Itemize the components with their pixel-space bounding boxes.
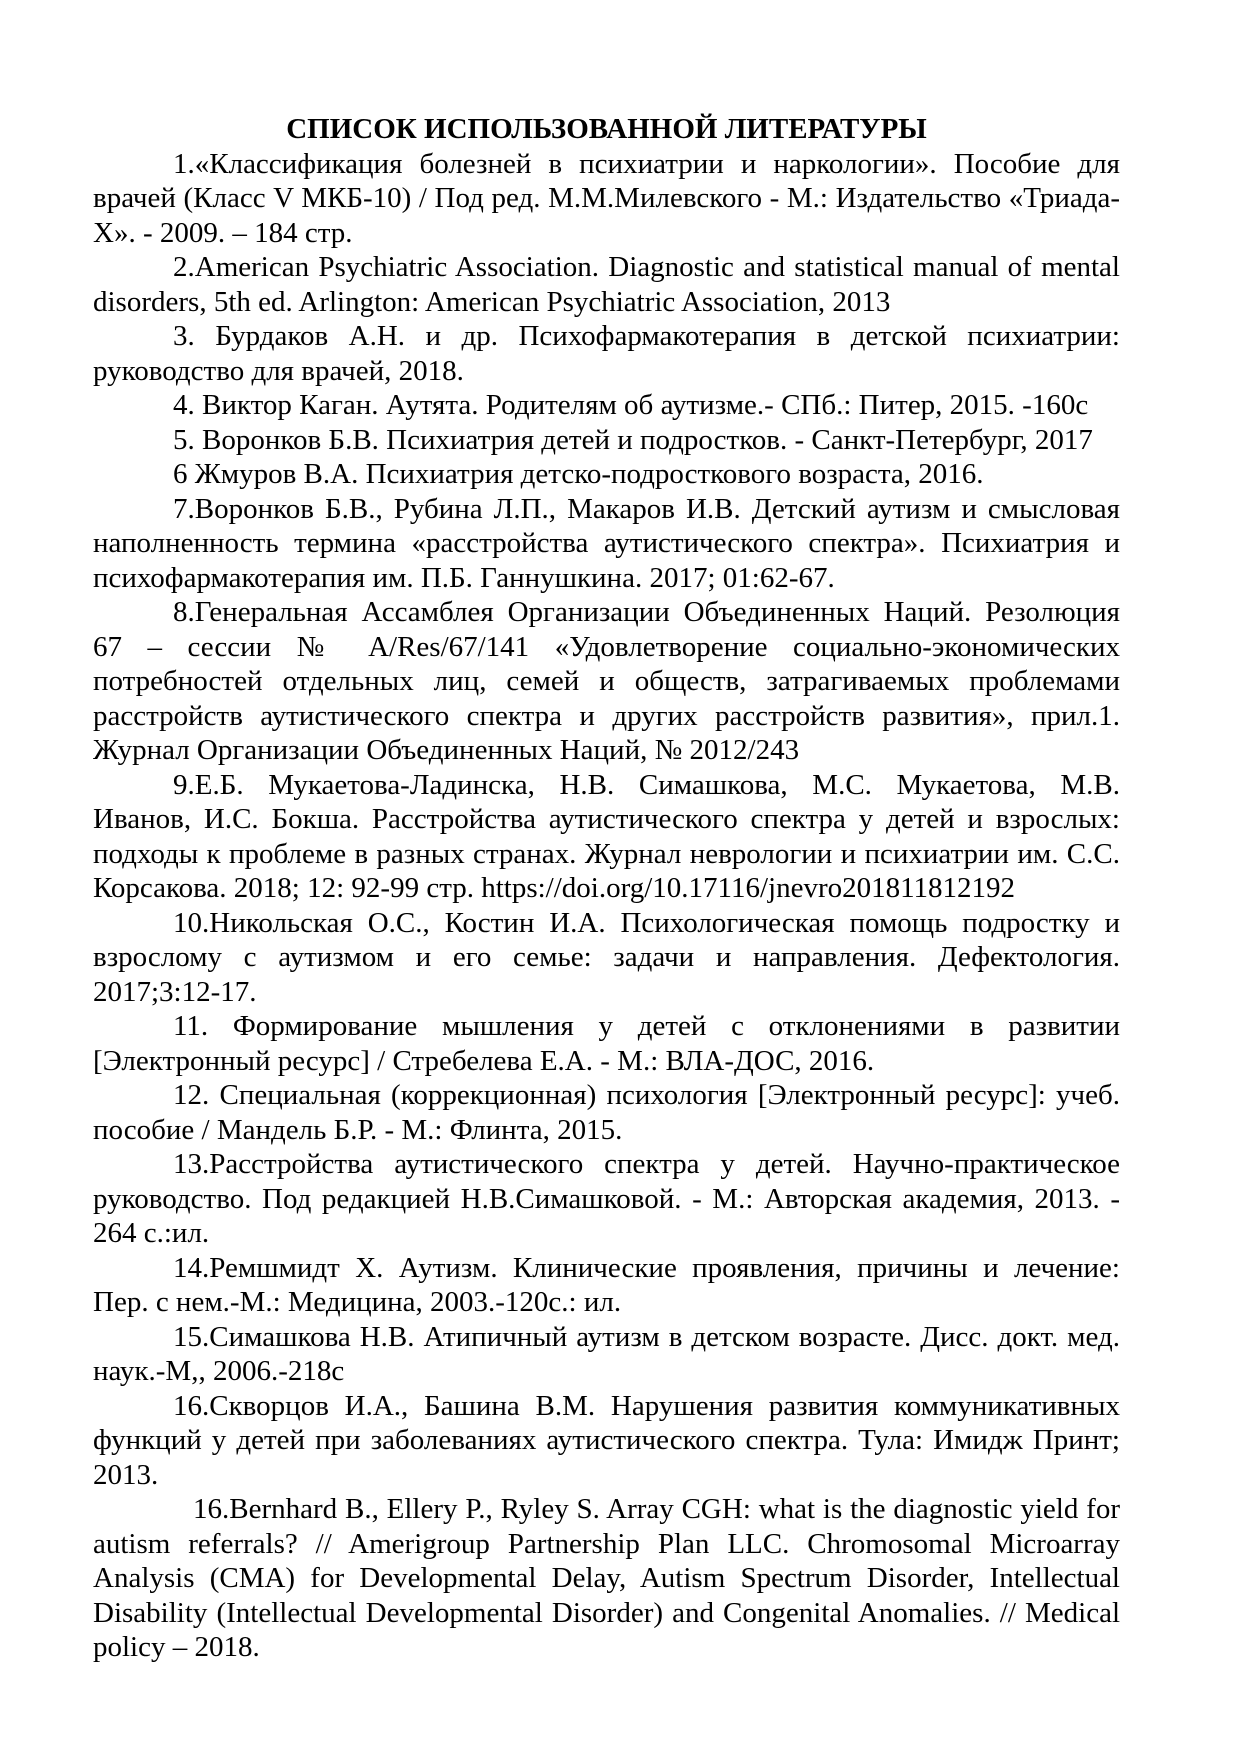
reference-item: 11. Формирование мышления у детей с отклонениями в развитии [Электронный ресурс] / Стребелева Е.А. - М.: ВЛА-ДОС, 2016. (93, 1010, 1120, 1077)
reference-item: 13.Расстройства аутистического спектра у детей. Научно-практическое руководство. Под редакцией Н.В.Симашковой. - М.: Авторская академия, 2013. - 264 с.:ил. (93, 1148, 1120, 1249)
reference-item: 5. Воронков Б.В. Психиатрия детей и подростков. - Санкт-Петербург, 2017 (173, 423, 1093, 456)
reference-item: 10.Никольская О.С., Костин И.А. Психологическая помощь подростку и взрослому с аутизмом и его семье: задачи и направления. Дефектология. 2017;3:12-17. (93, 906, 1120, 1008)
bibliography-title: СПИСОК ИСПОЛЬЗОВАННОЙ ЛИТЕРАТУРЫ (286, 113, 927, 145)
reference-item: 3. Бурдаков А.Н. и др. Психофармакотерапия в детской психиатрии: руководство для врачей, 2018. (93, 320, 1120, 387)
reference-item: 1.«Классификация болезней в психиатрии и наркологии». Пособие для врачей (Класс V МКБ-10) / Под ред. М.М.Милевского - М.: Издательство «Триада-Х». - 2009. – 184 стр. (93, 147, 1120, 249)
reference-item: 8.Генеральная Ассамблея Организации Объединенных Наций. Резолюция 67 – сессии № A/Res/67/141 «Удовлетворение социально-экономических потребностей отдельных лиц, семей и обществ, затрагиваемых проблемами расстройств аутистического спектра и других расстройств развития», прил.1. Журнал Организации Объединенных Наций, № 2012/243 (93, 596, 1120, 766)
reference-item: 16.Bernhard B., Ellery P., Ryley S. Array CGH: what is the diagnostic yield for autism referrals? // Amerigroup Partnership Plan LLC. Chromosomal Microarray Analysis (CMA) for Developmental Delay, Autism Spectrum Disorder, Intellectual Disability (Intellectual Developmental Disorder) and Congenital Anomalies. // Medical policy – 2018. (93, 1493, 1120, 1663)
reference-item: 7.Воронков Б.В., Рубина Л.П., Макаров И.В. Детский аутизм и смысловая наполненность термина «расстройства аутистического спектра». Психиатрия и психофармакотерапия им. П.Б. Ганнушкина. 2017; 01:62-67. (93, 492, 1120, 594)
reference-item: 6 Жмуров В.А. Психиатрия детско-подросткового возраста, 2016. (173, 458, 984, 490)
reference-item: 16.Скворцов И.А., Башина В.М. Нарушения развития коммуникативных функций у детей при заболеваниях аутистического спектра. Тула: Имидж Принт; 2013. (93, 1389, 1120, 1491)
reference-item: 14.Ремшмидт Х. Аутизм. Клинические проявления, причины и лечение: Пер. с нем.-М.: Медицина, 2003.-120с.: ил. (93, 1251, 1120, 1318)
reference-list (93, 147, 1120, 1665)
reference-item: 9.Е.Б. Мукаетова-Ладинска, Н.В. Симашкова, М.С. Мукаетова, М.В. Иванов, И.С. Бокша. Расстройства аутистического спектра у детей и взрослых: подходы к проблеме в разных странах. Журнал неврологии и психиатрии им. С.С. Корсакова. 2018; 12: 92-99 стр. https://doi.org/10.17116/jnevro201811812192 (93, 768, 1120, 904)
reference-item: 2.American Psychiatric Association. Diagnostic and statistical manual of mental disorders, 5th ed. Arlington: American Psychiatric Association, 2013 (93, 251, 1120, 318)
reference-item: 12. Специальная (коррекционная) психология [Электронный ресурс]: учеб. пособие / Мандель Б.Р. - М.: Флинта, 2015. (93, 1079, 1120, 1146)
reference-item: 4. Виктор Каган. Аутята. Родителям об аутизме.- СПб.: Питер, 2015. -160с (173, 389, 1089, 421)
reference-item: 15.Симашкова Н.В. Атипичный аутизм в детском возрасте. Дисс. докт. мед. наук.-М,, 2006.-218с (93, 1320, 1120, 1387)
